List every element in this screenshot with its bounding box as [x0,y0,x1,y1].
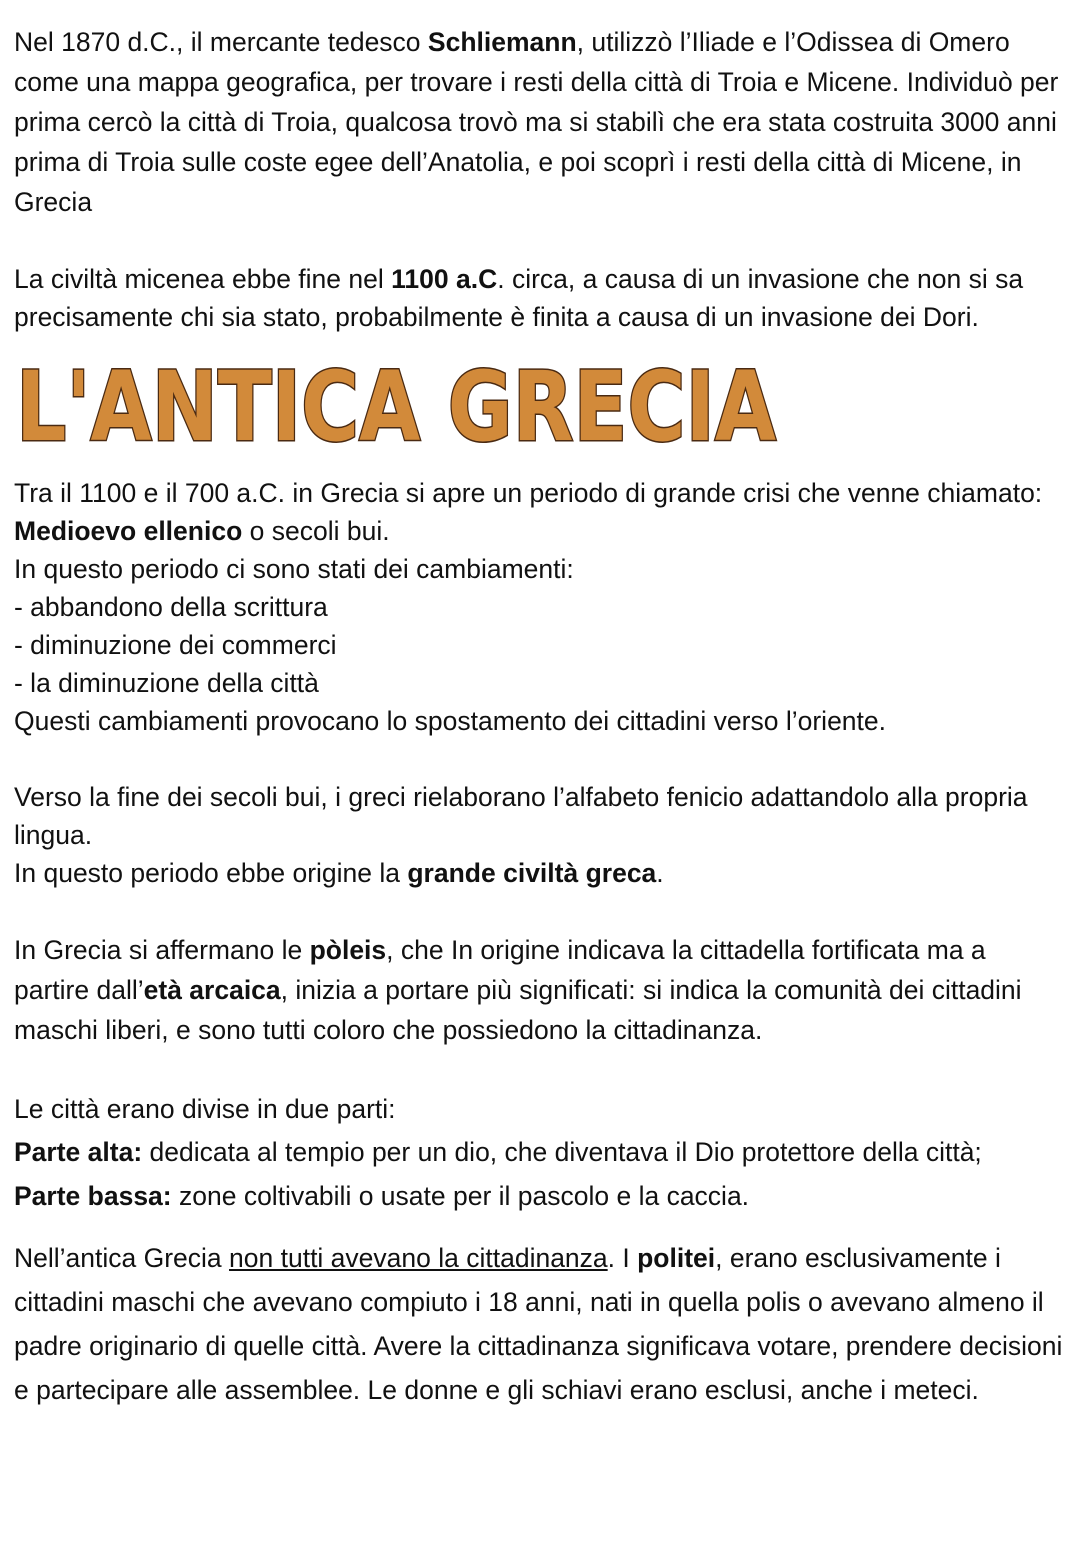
paragraph-schliemann [14,22,1066,222]
bold-text: grande civiltà greca [407,858,657,888]
text: Tra il 1100 e il 700 a.C. in Grecia si apre un periodo di grande crisi che venne chiamato: [14,478,1043,508]
paragraph-civilta [14,854,1066,892]
spacer [14,892,1066,930]
paragraph-medioevo [14,474,1066,550]
list-item: - la diminuzione della città [14,668,319,698]
text: , inizia a portare più significati: si indica la comunità dei cittadini maschi liberi, e sono tutti coloro che possiedono la cittadinanza. [14,975,1022,1045]
paragraph-cittadinanza [14,1236,1066,1412]
paragraph-parti-intro: Le città erano divise in due parti: [14,1094,396,1124]
list-item: - diminuzione dei commerci [14,630,337,660]
bold-text: Schliemann [427,27,577,57]
spacer [14,222,1066,260]
page-title: L'ANTICA GRECIA [16,351,776,463]
spacer [14,1050,1066,1088]
paragraph-alfabeto: Verso la fine dei secoli bui, i greci rielaborano l’alfabeto fenicio adattandolo alla propria lingua. [14,782,1028,850]
title-graphic [14,344,794,464]
text: , utilizzò l’Iliade e l’Odissea di Omero come una mappa geografica, per trovare i resti della città di Troia e Micene. Individuò per prima cercò la città di Troia, qualcosa trovò ma si stabilì che era stata costruita 3000 anni prima di Troia sulle coste egee dell’Anatolia, e poi scoprì i resti della città di Micene, in Grecia [14,27,1059,217]
paragraph-parte-bassa [14,1174,1066,1218]
title-banner [14,344,1066,464]
bold-text: Medioevo ellenico [14,516,243,546]
text: Nel 1870 d.C., il mercante tedesco [14,27,428,57]
list-item: - abbandono della scrittura [14,592,328,622]
text: Nell’antica Grecia [14,1243,230,1273]
text: In questo periodo ebbe origine la [14,858,408,888]
paragraph-parte-alta [14,1130,1066,1174]
bold-label: Parte alta: [14,1137,143,1167]
text: . circa, a causa di un invasione che non si sa precisamente chi sia stato, probabilmente è finita a causa di un invasione dei Dori. [14,264,1024,332]
spacer [14,1218,1066,1236]
text: dedicata al tempio per un dio, che diventava il Dio protettore della città; [142,1137,982,1167]
text: In Grecia si affermano le [14,935,310,965]
paragraph-poleis [14,930,1066,1050]
list-intro: In questo periodo ci sono stati dei cambiamenti: [14,554,574,584]
bold-text: pòleis [309,935,387,965]
text: , erano esclusivamente i cittadini maschi che avevano compiuto i 18 anni, nati in quella polis o avevano almeno il padre originario di quelle città. Avere la cittadinanza significava votare, prendere decisioni e partecipare alle assemblee. Le donne e gli schiavi erano esclusi, anche i meteci. [14,1243,1063,1405]
bold-text: politei [637,1243,716,1273]
underlined-text: non tutti avevano la cittadinanza [229,1243,608,1273]
text: , che In origine indicava la cittadella fortificata ma a partire dall’ [14,935,986,1005]
paragraph-micenea [14,260,1066,336]
bold-text: 1100 a.C [391,264,498,294]
list-conclusion: Questi cambiamenti provocano lo spostamento dei cittadini verso l’oriente. [14,706,887,736]
bold-text: età arcaica [143,975,281,1005]
spacer [14,740,1066,778]
text: . I [607,1243,638,1273]
bold-label: Parte bassa: [14,1181,172,1211]
text: zone coltivabili o usate per il pascolo e la caccia. [171,1181,750,1211]
text: o secoli bui. [242,516,390,546]
text: . [656,858,664,888]
text: La civiltà micenea ebbe fine nel [14,264,392,294]
